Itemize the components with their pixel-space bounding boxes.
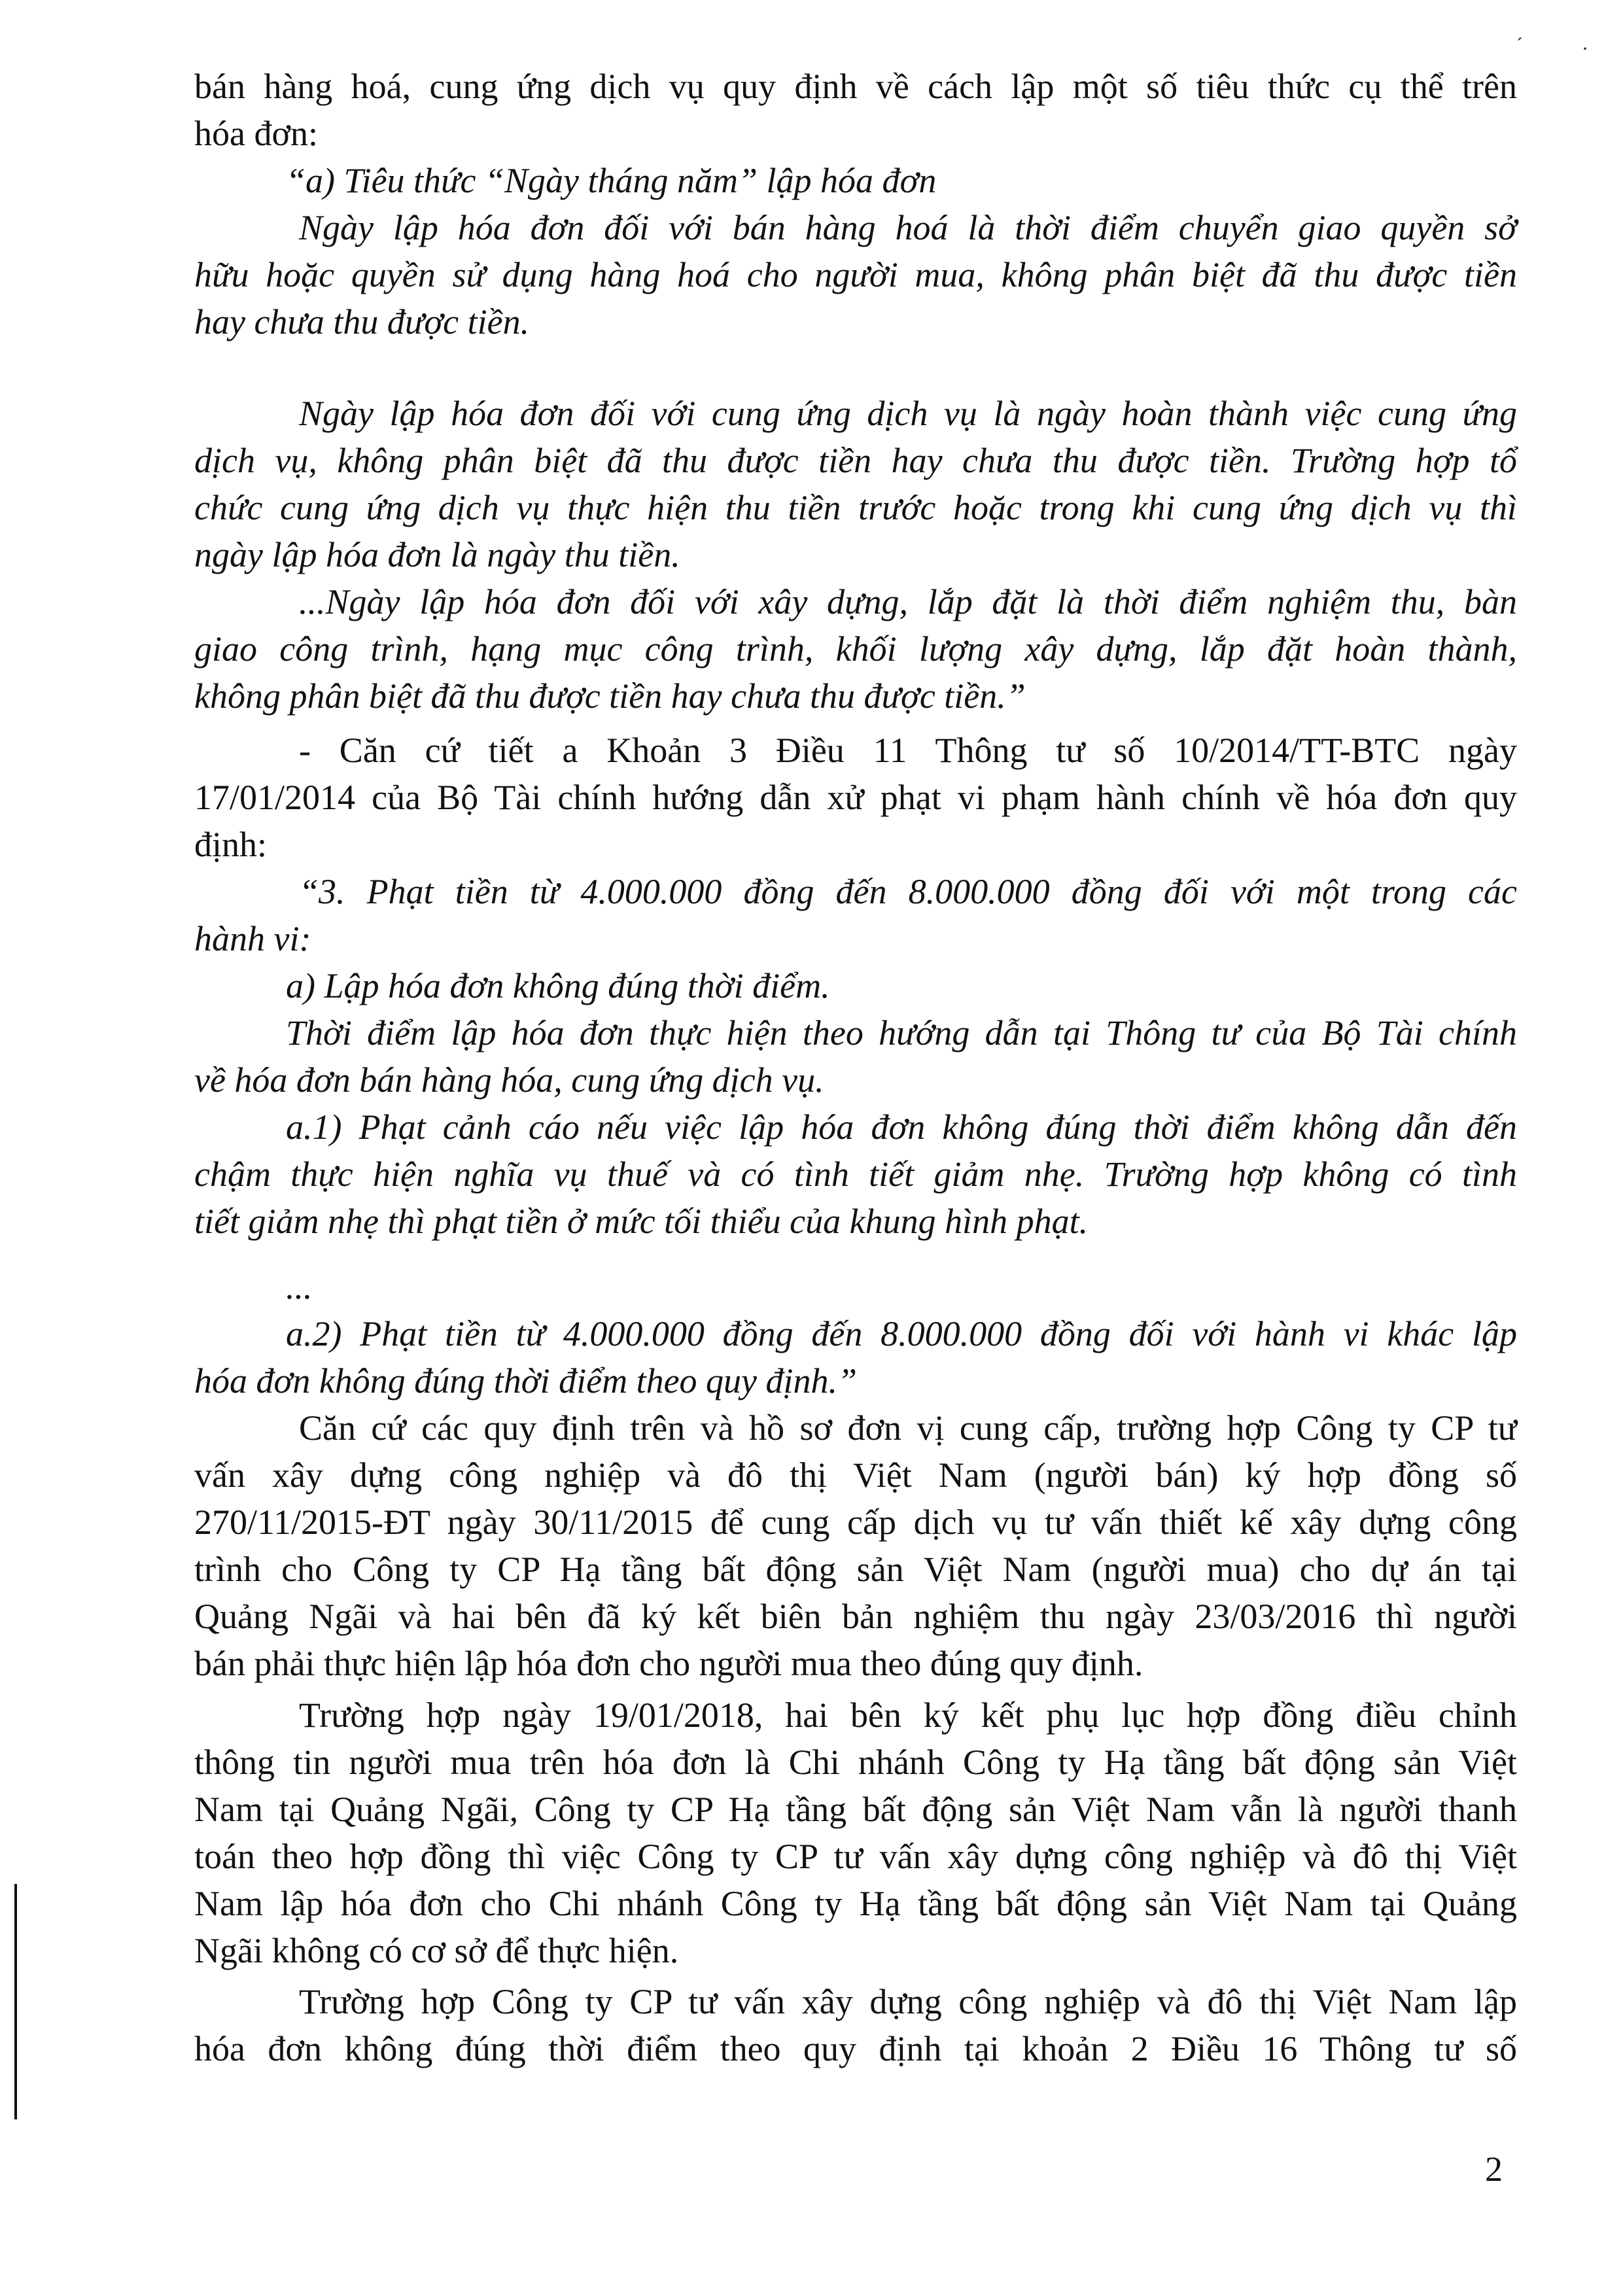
quote-line: Thời điểm lập hóa đơn thực hiện theo hướng dẫn tại Thông tư của Bộ Tài chính — [286, 1013, 1517, 1052]
quote-line: hữu hoặc quyền sử dụng hàng hoá cho người mua, không phân biệt đã thu được tiền — [194, 255, 1517, 294]
ellipsis: ... — [286, 1267, 313, 1306]
paragraph-line: - Căn cứ tiết a Khoản 3 Điều 11 Thông tư số 10/2014/TT-BTC ngày — [299, 731, 1517, 770]
quote-line: a.2) Phạt tiền từ 4.000.000 đồng đến 8.000.000 đồng đối với hành vi khác lập — [286, 1314, 1517, 1353]
quote-line: hành vi: — [194, 919, 311, 958]
quote-line: tiết giảm nhẹ thì phạt tiền ở mức tối thiểu của khung hình phạt. — [194, 1202, 1089, 1241]
quote-line: a) Lập hóa đơn không đúng thời điểm. — [286, 966, 830, 1005]
page-number: 2 — [1485, 2149, 1503, 2189]
quote-line: “3. Phạt tiền từ 4.000.000 đồng đến 8.000.000 đồng đối với một trong các — [299, 872, 1517, 911]
paragraph-line: 270/11/2015-ĐT ngày 30/11/2015 để cung cấp dịch vụ tư vấn thiết kế xây dựng công — [194, 1503, 1517, 1542]
paragraph-line: Quảng Ngãi và hai bên đã ký kết biên bản nghiệm thu ngày 23/03/2016 thì người — [194, 1597, 1517, 1636]
quote-line: về hóa đơn bán hàng hóa, cung ứng dịch vụ. — [194, 1060, 824, 1100]
quote-line: Ngày lập hóa đơn đối với cung ứng dịch vụ là ngày hoàn thành việc cung ứng — [299, 394, 1517, 433]
paragraph-line: bán hàng hoá, cung ứng dịch vụ quy định về cách lập một số tiêu thức cụ thể trên — [194, 67, 1517, 106]
quote-line: chậm thực hiện nghĩa vụ thuế và có tình tiết giảm nhẹ. Trường hợp không có tình — [194, 1155, 1517, 1194]
paragraph-line: thông tin người mua trên hóa đơn là Chi nhánh Công ty Hạ tầng bất động sản Việt — [194, 1743, 1517, 1782]
paragraph-line: Ngãi không có cơ sở để thực hiện. — [194, 1931, 679, 1970]
scan-margin-line — [14, 1884, 17, 2119]
quote-line: Ngày lập hóa đơn đối với bán hàng hoá là thời điểm chuyển giao quyền sở — [299, 208, 1517, 247]
quote-line: dịch vụ, không phân biệt đã thu được tiền hay chưa thu được tiền. Trường hợp tổ — [194, 441, 1517, 480]
scan-mark: · — [1582, 38, 1588, 60]
quote-line: ngày lập hóa đơn là ngày thu tiền. — [194, 535, 680, 574]
quote-line: không phân biệt đã thu được tiền hay chưa thu được tiền.” — [194, 676, 1026, 716]
paragraph-line: định: — [194, 825, 268, 864]
scan-mark: ˊ — [1516, 34, 1523, 56]
quote-line: a.1) Phạt cảnh cáo nếu việc lập hóa đơn không đúng thời điểm không dẫn đến — [286, 1107, 1517, 1147]
paragraph-line: trình cho Công ty CP Hạ tầng bất động sản Việt Nam (người mua) cho dự án tại — [194, 1550, 1517, 1589]
paragraph-line: Nam lập hóa đơn cho Chi nhánh Công ty Hạ tầng bất động sản Việt Nam tại Quảng — [194, 1884, 1517, 1923]
quote-line: hay chưa thu được tiền. — [194, 302, 530, 341]
paragraph-line: Nam tại Quảng Ngãi, Công ty CP Hạ tầng bất động sản Việt Nam vẫn là người thanh — [194, 1790, 1517, 1829]
quote-heading: “a) Tiêu thức “Ngày tháng năm” lập hóa đơn — [286, 161, 937, 200]
paragraph-line: bán phải thực hiện lập hóa đơn cho người mua theo đúng quy định. — [194, 1644, 1143, 1683]
paragraph-line: 17/01/2014 của Bộ Tài chính hướng dẫn xử phạt vi phạm hành chính về hóa đơn quy — [194, 778, 1517, 817]
paragraph-line: Trường hợp ngày 19/01/2018, hai bên ký kết phụ lục hợp đồng điều chỉnh — [299, 1696, 1517, 1735]
paragraph-line: toán theo hợp đồng thì việc Công ty CP tư vấn xây dựng công nghiệp và đô thị Việt — [194, 1837, 1517, 1876]
quote-line: giao công trình, hạng mục công trình, khối lượng xây dựng, lắp đặt hoàn thành, — [194, 629, 1517, 669]
quote-line: ...Ngày lập hóa đơn đối với xây dựng, lắp đặt là thời điểm nghiệm thu, bàn — [299, 582, 1517, 621]
quote-line: hóa đơn không đúng thời điểm theo quy định.” — [194, 1361, 858, 1400]
paragraph-line: hóa đơn không đúng thời điểm theo quy định tại khoản 2 Điều 16 Thông tư số — [194, 2029, 1517, 2068]
paragraph-line: Căn cứ các quy định trên và hồ sơ đơn vị cung cấp, trường hợp Công ty CP tư — [299, 1408, 1517, 1448]
paragraph-line: hóa đơn: — [194, 114, 319, 153]
paragraph-line: Trường hợp Công ty CP tư vấn xây dựng công nghiệp và đô thị Việt Nam lập — [299, 1982, 1517, 2021]
quote-line: chức cung ứng dịch vụ thực hiện thu tiền trước hoặc trong khi cung ứng dịch vụ thì — [194, 488, 1517, 527]
paragraph-line: vấn xây dựng công nghiệp và đô thị Việt Nam (người bán) ký hợp đồng số — [194, 1455, 1517, 1495]
